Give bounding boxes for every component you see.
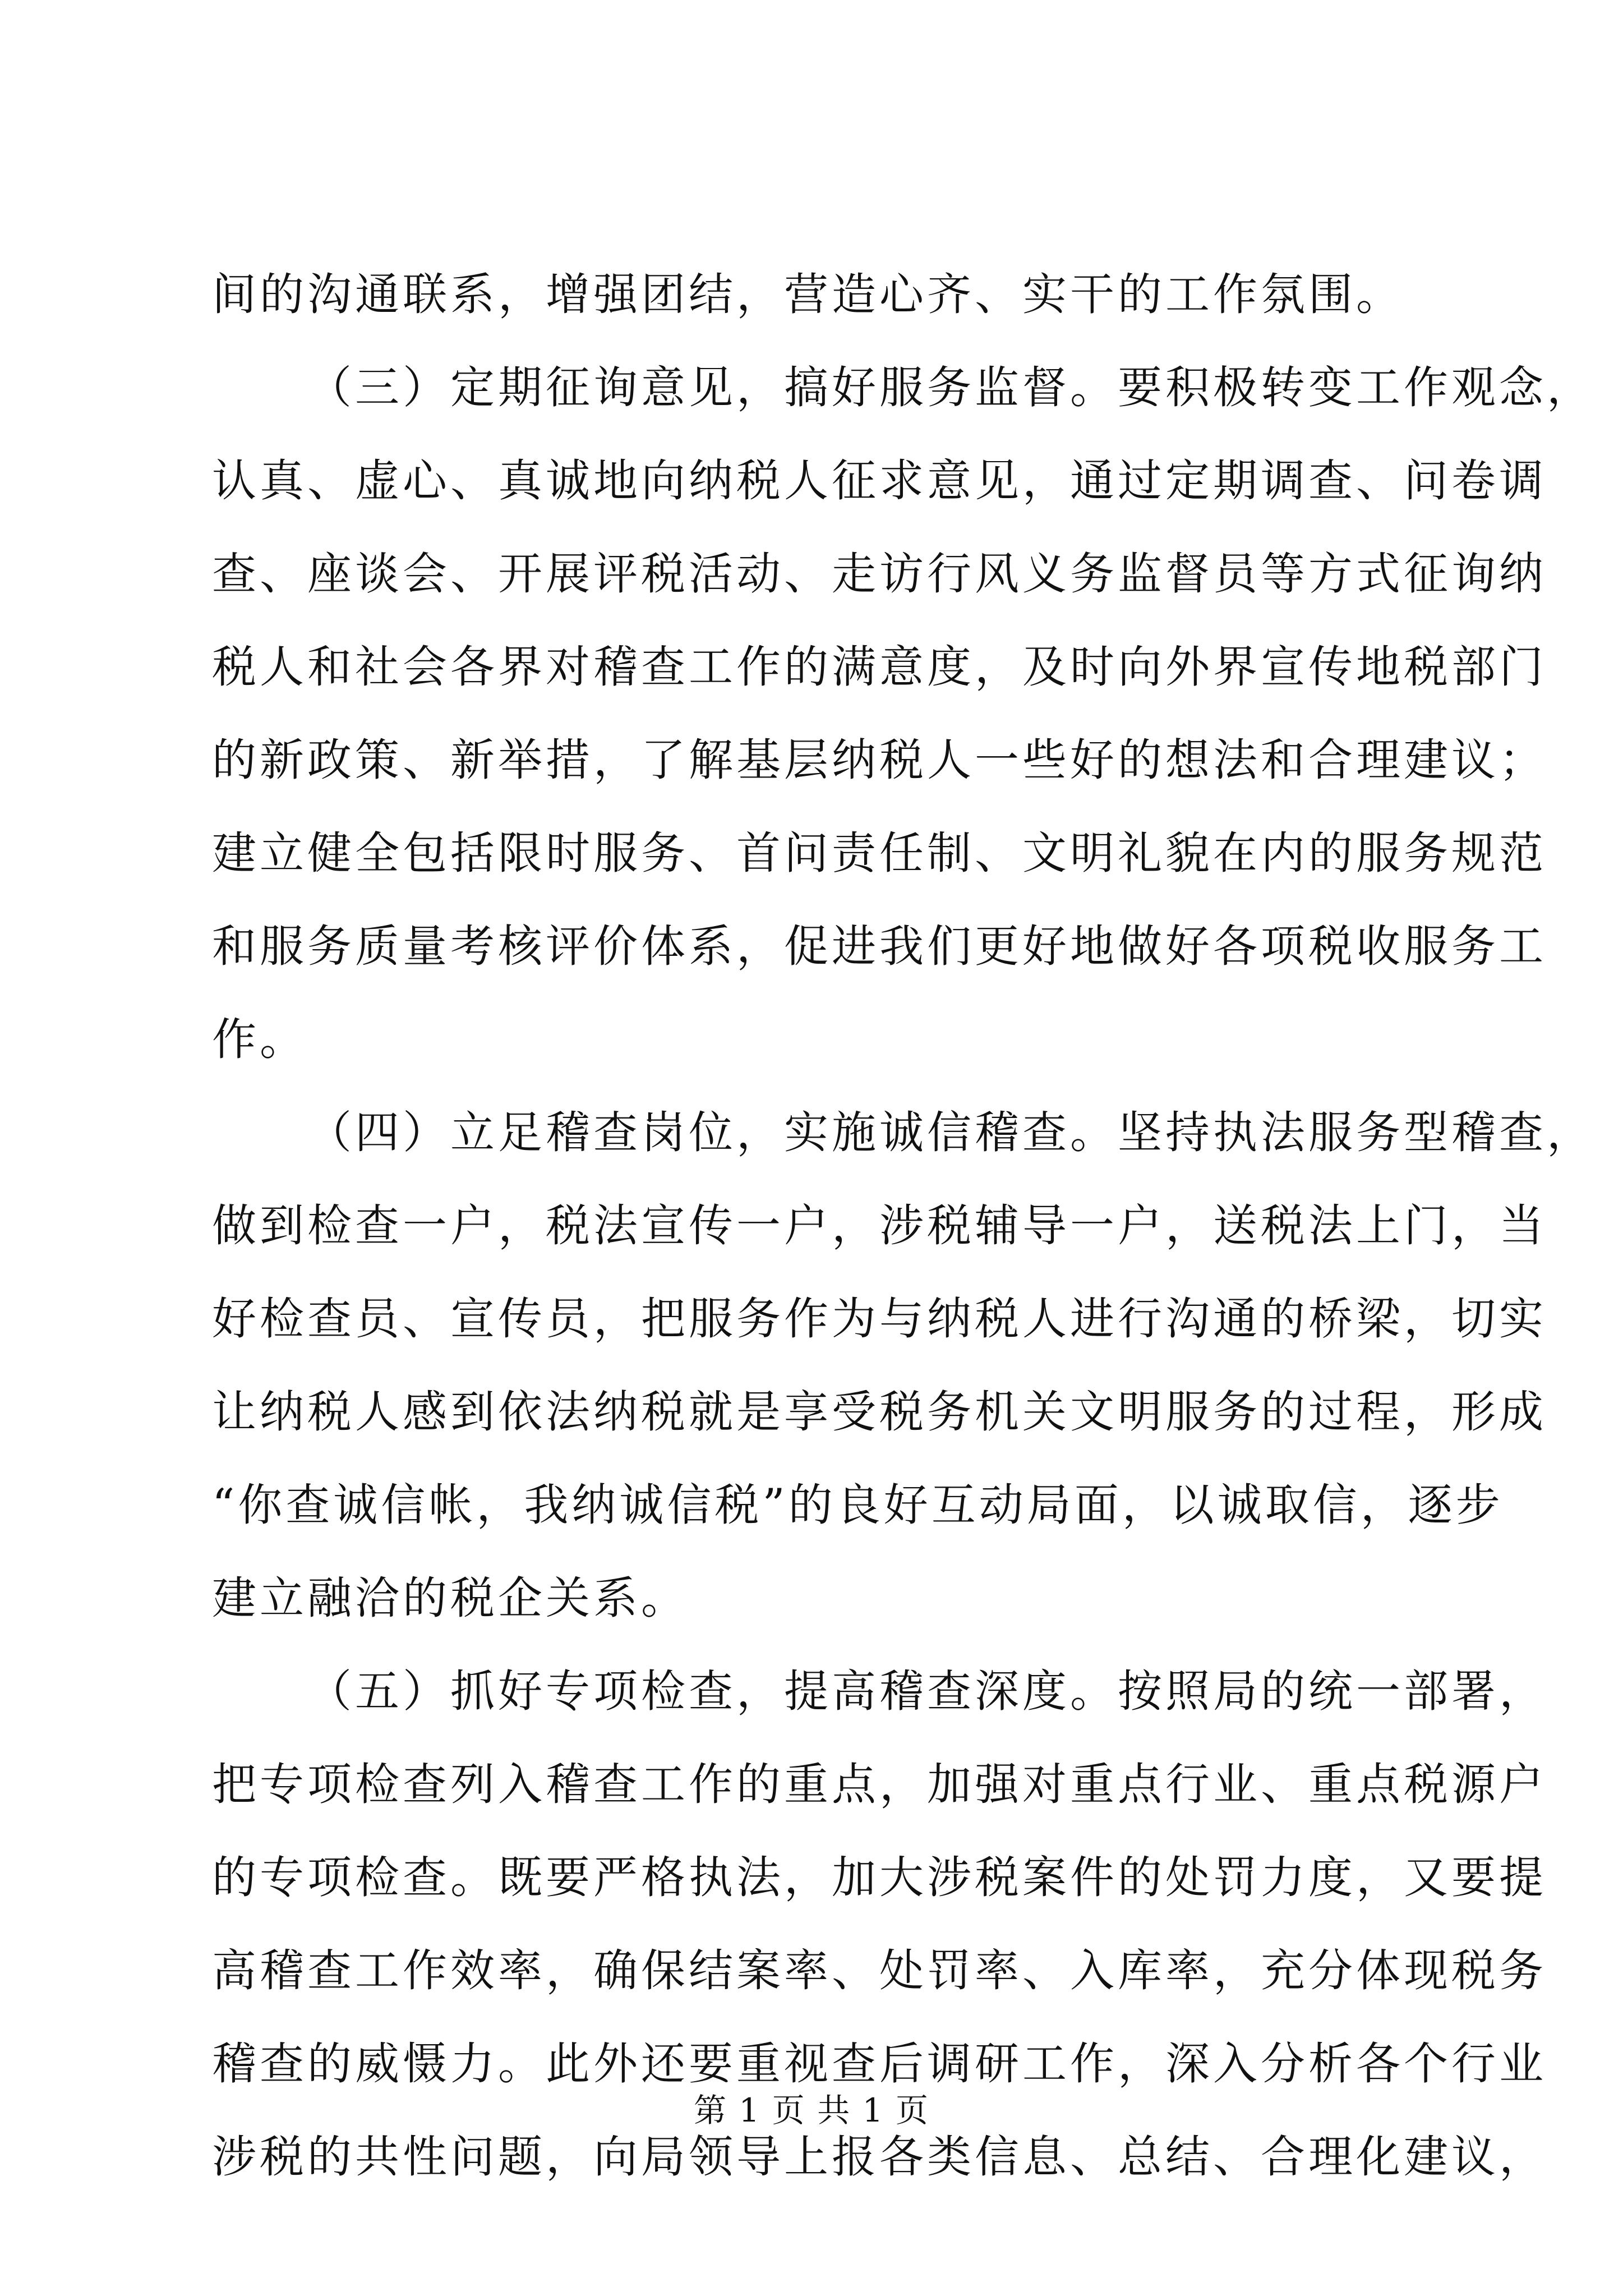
text-line: 作。 <box>212 1014 307 1065</box>
text-line: 税人和社会各界对稽查工作的满意度，及时向外界宣传地税部门 <box>212 641 1547 693</box>
text-line: 查、座谈会、开展评税活动、走访行风义务监督员等方式征询纳 <box>212 548 1547 600</box>
text-line: “你查诚信帐，我纳诚信税”的良好互动局面，以诚取信，逐步 <box>212 1479 1504 1531</box>
text-line: 建立健全包括限时服务、首问责任制、文明礼貌在内的服务规范 <box>212 827 1547 879</box>
text-line: 好检查员、宣传员，把服务作为与纳税人进行沟通的桥梁，切实 <box>212 1293 1547 1345</box>
text-line: 建立融洽的税企关系。 <box>212 1572 689 1624</box>
text-line: 的专项检查。既要严格执法，加大涉税案件的处罚力度，又要提 <box>212 1852 1547 1903</box>
text-line: 间的沟通联系，增强团结，营造心齐、实干的工作氛围。 <box>212 269 1404 320</box>
text-line: 的新政策、新举措，了解基层纳税人一些好的想法和合理建议； <box>212 734 1547 786</box>
text-line: 涉税的共性问题，向局领导上报各类信息、总结、合理化建议， <box>212 2131 1547 2183</box>
text-line: 把专项检查列入稽查工作的重点，加强对重点行业、重点税源户 <box>212 1759 1547 1810</box>
document-body <box>212 248 1594 2203</box>
page-footer: 第 1 页 共 1 页 <box>694 2091 929 2129</box>
text-line: 高稽查工作效率，确保结案率、处罚率、入库率，充分体现税务 <box>212 1945 1547 1996</box>
text-line: 和服务质量考核评价体系，促进我们更好地做好各项税收服务工 <box>212 921 1547 972</box>
text-line: 做到检查一户，税法宣传一户，涉税辅导一户，送税法上门，当 <box>212 1200 1547 1251</box>
paragraph-four-heading-line: （四）立足稽查岗位，实施诚信稽查。坚持执法服务型稽查， <box>307 1107 1594 1158</box>
paragraph-three-heading-line: （三）定期征询意见，搞好服务监督。要积极转变工作观念， <box>307 362 1594 413</box>
paragraph-five-heading-line: （五）抓好专项检查，提高稽查深度。按照局的统一部署， <box>307 1665 1547 1717</box>
text-line: 稽查的威慑力。此外还要重视查后调研工作，深入分析各个行业 <box>212 2038 1547 2090</box>
text-line: 让纳税人感到依法纳税就是享受税务机关文明服务的过程，形成 <box>212 1386 1547 1438</box>
text-line: 认真、虚心、真诚地向纳税人征求意见，通过定期调查、问卷调 <box>212 455 1547 507</box>
